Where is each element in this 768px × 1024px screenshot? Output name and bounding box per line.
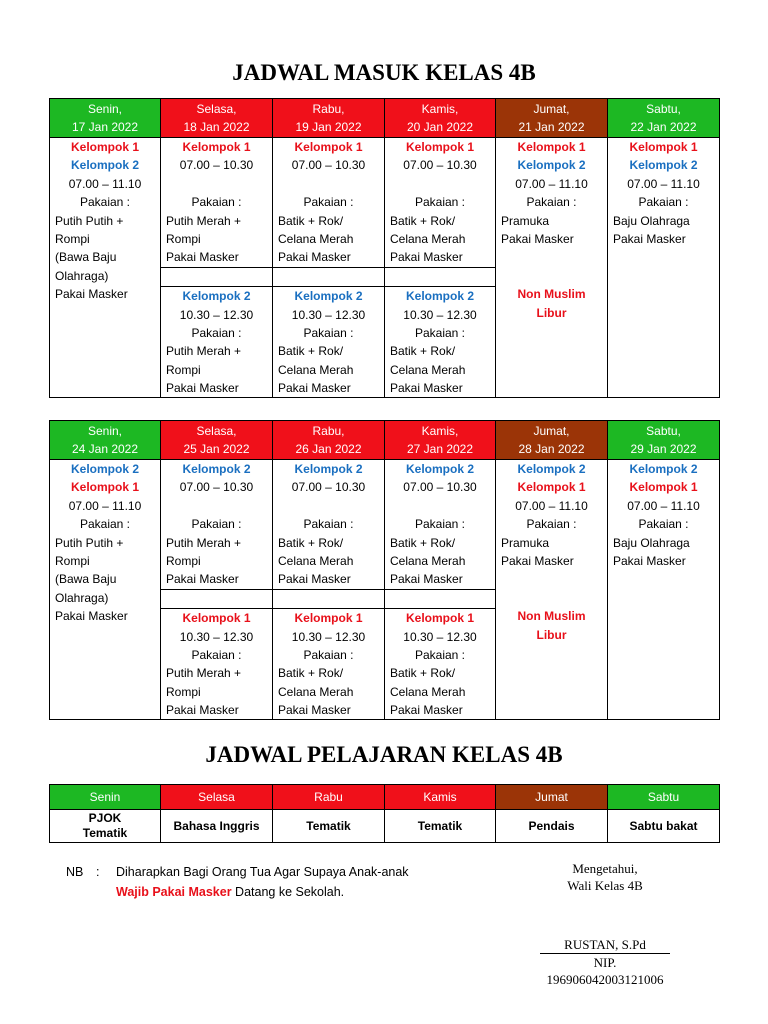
session-2 bbox=[273, 608, 384, 719]
schedule-line: Kelompok 1 bbox=[517, 480, 586, 495]
cell-rabu bbox=[273, 138, 385, 398]
note-colon: : bbox=[96, 865, 100, 879]
day-header bbox=[273, 99, 385, 138]
subject-header-sabtu: Sabtu bbox=[608, 785, 720, 810]
schedule-line: (Bawa Baju bbox=[55, 250, 117, 265]
day-name: Selasa, bbox=[196, 424, 237, 438]
subject-senin-2: Tematik bbox=[82, 826, 128, 840]
schedule-line: Putih Merah + bbox=[166, 535, 242, 550]
schedule-line: Batik + Rok/ bbox=[278, 344, 344, 359]
schedule-line: 10.30 – 12.30 bbox=[403, 307, 477, 322]
schedule-line: 07.00 – 11.10 bbox=[68, 176, 142, 191]
subject-rabu: Tematik bbox=[273, 810, 385, 843]
schedule-line: Kelompok 2 bbox=[182, 289, 251, 304]
schedule-line: Batik + Rok/ bbox=[278, 666, 344, 681]
schedule-line: Pakaian : bbox=[191, 647, 242, 662]
schedule-line: Batik + Rok/ bbox=[390, 666, 456, 681]
schedule-line: Pakaian : bbox=[79, 517, 131, 532]
schedule-line: Rompi bbox=[55, 231, 90, 246]
schedule-line: 07.00 – 10.30 bbox=[291, 158, 366, 173]
day-name: Selasa, bbox=[196, 102, 237, 116]
day-date: 28 Jan 2022 bbox=[518, 442, 585, 456]
schedule-line: 07.00 – 11.10 bbox=[627, 498, 700, 513]
schedule-line: Pakaian : bbox=[191, 195, 242, 210]
schedule-line: Putih Merah + bbox=[166, 344, 242, 359]
day-date: 17 Jan 2022 bbox=[71, 120, 139, 134]
subject-header-selasa: Selasa bbox=[161, 785, 273, 810]
schedule-line: 10.30 – 12.30 bbox=[403, 629, 477, 644]
day-name: Jumat, bbox=[533, 424, 570, 438]
day-header bbox=[496, 99, 608, 138]
cell-senin bbox=[50, 460, 161, 720]
schedule-line: Kelompok 2 bbox=[517, 158, 586, 173]
session-1 bbox=[385, 138, 495, 268]
schedule-line: Celana Merah bbox=[278, 684, 354, 699]
schedule-line: Pramuka bbox=[501, 535, 550, 550]
schedule-line: Celana Merah bbox=[278, 362, 354, 377]
schedule-line: Pakai Masker bbox=[278, 250, 351, 265]
day-name: Rabu, bbox=[312, 424, 345, 438]
schedule-line: Pakaian : bbox=[79, 195, 131, 210]
signature-header bbox=[540, 860, 670, 894]
subject-row bbox=[50, 810, 720, 843]
day-date: 18 Jan 2022 bbox=[183, 120, 250, 134]
signature-nip: NIP. 196906042003121006 bbox=[546, 955, 664, 987]
schedule-line: Rompi bbox=[166, 362, 201, 377]
schedule-line: Pakai Masker bbox=[166, 381, 239, 396]
schedule-line: Pakaian : bbox=[303, 195, 354, 210]
schedule-line: 07.00 – 10.30 bbox=[291, 480, 366, 495]
session-2 bbox=[385, 286, 495, 397]
schedule-line: Pakaian : bbox=[414, 517, 466, 532]
schedule-line: Celana Merah bbox=[390, 231, 466, 246]
schedule-line: Kelompok 2 bbox=[405, 289, 474, 304]
signature-role: Wali Kelas 4B bbox=[567, 878, 643, 893]
day-header bbox=[273, 421, 385, 460]
schedule-line: Kelompok 2 bbox=[182, 462, 251, 476]
schedule-line: Pakai Masker bbox=[55, 609, 128, 624]
day-date: 24 Jan 2022 bbox=[71, 442, 139, 456]
day-date: 20 Jan 2022 bbox=[406, 120, 474, 134]
schedule-line: Baju Olahraga bbox=[613, 535, 690, 550]
schedule-line: Pakai Masker bbox=[55, 287, 128, 302]
schedule-line: Batik + Rok/ bbox=[278, 535, 344, 550]
note-line-2 bbox=[66, 882, 409, 902]
day-date: 22 Jan 2022 bbox=[630, 120, 697, 134]
schedule-line: Kelompok 1 bbox=[70, 140, 139, 154]
session-1 bbox=[161, 460, 272, 590]
schedule-line: Pakai Masker bbox=[166, 250, 239, 265]
day-name: Senin, bbox=[87, 424, 123, 438]
schedule-line: Kelompok 2 bbox=[70, 158, 139, 173]
schedule-line: Kelompok 1 bbox=[405, 140, 474, 154]
session-2 bbox=[273, 286, 384, 397]
schedule-line: Pakaian : bbox=[414, 195, 466, 210]
schedule-line: 10.30 – 12.30 bbox=[179, 307, 254, 322]
schedule-line: (Bawa Baju bbox=[55, 572, 117, 587]
session-2 bbox=[161, 286, 272, 397]
schedule-line: Pakaian : bbox=[191, 517, 242, 532]
schedule-line: Pakai Masker bbox=[501, 553, 574, 568]
schedule-line: Pakaian : bbox=[526, 517, 577, 532]
session-1 bbox=[385, 460, 495, 590]
schedule-line: Batik + Rok/ bbox=[390, 344, 456, 359]
schedule-line: Celana Merah bbox=[390, 362, 466, 377]
schedule-line: Pakaian : bbox=[638, 195, 689, 210]
schedule-line: Batik + Rok/ bbox=[390, 535, 456, 550]
schedule-line: Rompi bbox=[166, 553, 201, 568]
cell-selasa bbox=[161, 138, 273, 398]
signature-name: RUSTAN, S.Pd bbox=[540, 936, 670, 954]
schedule-row bbox=[50, 460, 720, 720]
day-date: 21 Jan 2022 bbox=[518, 120, 585, 134]
schedule-line: Kelompok 2 bbox=[294, 462, 363, 476]
day-name: Sabtu, bbox=[646, 424, 681, 438]
schedule-line: Pakai Masker bbox=[613, 553, 686, 568]
signature-acknowledged: Mengetahui, bbox=[572, 861, 638, 876]
schedule-line: Kelompok 2 bbox=[405, 462, 474, 476]
schedule-line: Batik + Rok/ bbox=[278, 213, 344, 228]
day-header-row bbox=[50, 421, 720, 460]
subject-jumat: Pendais bbox=[496, 810, 608, 843]
day-name: Senin, bbox=[87, 102, 123, 116]
schedule-line: Pakaian : bbox=[303, 647, 354, 662]
schedule-line: Celana Merah bbox=[390, 684, 466, 699]
cell-kamis bbox=[385, 460, 496, 720]
subject-header-rabu: Rabu bbox=[273, 785, 385, 810]
note-warning: Wajib Pakai Masker bbox=[116, 885, 232, 899]
cell-kamis bbox=[385, 138, 496, 398]
schedule-line: 07.00 – 10.30 bbox=[179, 158, 254, 173]
schedule-line: Kelompok 1 bbox=[182, 140, 251, 154]
schedule-line: 07.00 – 11.10 bbox=[627, 176, 700, 191]
schedule-row bbox=[50, 138, 720, 398]
session-1 bbox=[161, 138, 272, 268]
cell-jumat bbox=[496, 138, 608, 398]
schedule-line: Pakai Masker bbox=[390, 250, 463, 265]
schedule-line: Kelompok 1 bbox=[294, 140, 363, 154]
day-header bbox=[496, 421, 608, 460]
schedule-line: Putih Merah + bbox=[166, 213, 242, 228]
schedule-line: Pakaian : bbox=[414, 647, 466, 662]
cell-selasa bbox=[161, 460, 273, 720]
schedule-line: Celana Merah bbox=[278, 231, 354, 246]
day-header bbox=[50, 421, 161, 460]
schedule-line: Kelompok 1 bbox=[294, 611, 363, 626]
note-text-1: Diharapkan Bagi Orang Tua Agar Supaya Anak-anak bbox=[116, 865, 409, 879]
schedule-line: Pakai Masker bbox=[166, 703, 239, 718]
schedule-line: Pakai Masker bbox=[166, 572, 239, 587]
day-header bbox=[161, 99, 273, 138]
schedule-line: Pakaian : bbox=[191, 325, 242, 340]
schedule-line: Pakai Masker bbox=[278, 703, 351, 718]
schedule-line: 07.00 – 10.30 bbox=[179, 480, 254, 495]
schedule-line: Rompi bbox=[166, 231, 201, 246]
schedule-line: Olahraga) bbox=[55, 268, 109, 283]
schedule-line: Batik + Rok/ bbox=[390, 213, 456, 228]
schedule-line: Baju Olahraga bbox=[613, 213, 690, 228]
schedule-line: Kelompok 1 bbox=[70, 480, 139, 495]
schedule-line: Rompi bbox=[55, 553, 90, 568]
schedule-line: 07.00 – 11.10 bbox=[68, 498, 142, 513]
subject-header-row bbox=[50, 785, 720, 810]
schedule-line: Kelompok 1 bbox=[182, 611, 251, 626]
subject-schedule-table bbox=[49, 784, 720, 843]
session-2 bbox=[161, 608, 272, 719]
schedule-line: Non Muslim bbox=[517, 609, 586, 624]
schedule-title: JADWAL MASUK KELAS 4B bbox=[232, 60, 536, 85]
session-2 bbox=[385, 608, 495, 719]
schedule-line: Pramuka bbox=[501, 213, 550, 228]
schedule-line: Putih Putih + bbox=[55, 213, 124, 228]
schedule-line: 07.00 – 10.30 bbox=[403, 480, 477, 495]
day-date: 25 Jan 2022 bbox=[183, 442, 250, 456]
schedule-line: 10.30 – 12.30 bbox=[291, 307, 366, 322]
day-name: Rabu, bbox=[312, 102, 345, 116]
day-name: Sabtu, bbox=[646, 102, 681, 116]
subject-selasa: Bahasa Inggris bbox=[161, 810, 273, 843]
note bbox=[66, 862, 409, 902]
schedule-line: Putih Merah + bbox=[166, 666, 242, 681]
cell-jumat bbox=[496, 460, 608, 720]
day-date: 26 Jan 2022 bbox=[295, 442, 362, 456]
entry-schedule-week-1 bbox=[49, 98, 720, 398]
cell-rabu bbox=[273, 460, 385, 720]
day-date: 19 Jan 2022 bbox=[295, 120, 362, 134]
day-name: Jumat, bbox=[533, 102, 570, 116]
schedule-line: Non Muslim bbox=[517, 287, 586, 302]
signature-block bbox=[540, 936, 670, 988]
subject-senin-1: PJOK bbox=[88, 811, 122, 825]
entry-schedule-week-2 bbox=[49, 420, 720, 720]
schedule-line: Celana Merah bbox=[390, 553, 466, 568]
schedule-line: 07.00 – 10.30 bbox=[403, 158, 477, 173]
note-label: NB bbox=[66, 865, 84, 879]
schedule-line: Libur bbox=[536, 627, 567, 642]
schedule-line: Pakaian : bbox=[414, 325, 466, 340]
schedule-line: Kelompok 2 bbox=[70, 462, 139, 476]
session-1 bbox=[273, 460, 384, 590]
schedule-line: 07.00 – 11.10 bbox=[515, 498, 588, 513]
schedule-line: Pakai Masker bbox=[390, 703, 463, 718]
day-header bbox=[50, 99, 161, 138]
schedule-line: Celana Merah bbox=[278, 553, 354, 568]
schedule-line: Pakai Masker bbox=[278, 572, 351, 587]
schedule-line: Kelompok 2 bbox=[517, 462, 586, 476]
schedule-line: Kelompok 1 bbox=[405, 611, 474, 626]
note-line-1 bbox=[66, 862, 409, 882]
schedule-line: Rompi bbox=[166, 684, 201, 699]
cell-sabtu bbox=[608, 138, 720, 398]
day-header bbox=[161, 421, 273, 460]
schedule-line: 07.00 – 11.10 bbox=[515, 176, 588, 191]
subject-sabtu: Sabtu bakat bbox=[608, 810, 720, 843]
schedule-line: Pakai Masker bbox=[278, 381, 351, 396]
subject-schedule-title: JADWAL PELAJARAN KELAS 4B bbox=[205, 742, 563, 767]
schedule-line: 10.30 – 12.30 bbox=[179, 629, 254, 644]
note-text-2: Datang ke Sekolah. bbox=[231, 885, 345, 899]
schedule-line: Pakaian : bbox=[303, 325, 354, 340]
schedule-line: Pakaian : bbox=[638, 517, 689, 532]
schedule-line: Kelompok 2 bbox=[629, 462, 698, 476]
schedule-line: Pakai Masker bbox=[501, 231, 574, 246]
subject-kamis: Tematik bbox=[385, 810, 496, 843]
schedule-line: Pakai Masker bbox=[613, 231, 686, 246]
schedule-line: Pakai Masker bbox=[390, 381, 463, 396]
day-header-row bbox=[50, 99, 720, 138]
day-date: 27 Jan 2022 bbox=[406, 442, 474, 456]
schedule-line: Olahraga) bbox=[55, 590, 109, 605]
schedule-line: Pakaian : bbox=[303, 517, 354, 532]
schedule-line: Kelompok 1 bbox=[629, 140, 698, 154]
schedule-line: 10.30 – 12.30 bbox=[291, 629, 366, 644]
schedule-line: Pakaian : bbox=[526, 195, 577, 210]
schedule-line: Pakai Masker bbox=[390, 572, 463, 587]
session-1 bbox=[273, 138, 384, 268]
schedule-line: Kelompok 1 bbox=[629, 480, 698, 495]
cell-sabtu bbox=[608, 460, 720, 720]
day-header bbox=[385, 99, 496, 138]
cell-senin bbox=[50, 138, 161, 398]
day-name: Kamis, bbox=[421, 102, 459, 116]
subject-header-jumat: Jumat bbox=[496, 785, 608, 810]
schedule-line: Libur bbox=[536, 305, 567, 320]
day-name: Kamis, bbox=[421, 424, 459, 438]
subject-header-senin: Senin bbox=[50, 785, 161, 810]
subject-header-kamis: Kamis bbox=[385, 785, 496, 810]
day-header bbox=[385, 421, 496, 460]
schedule-line: Kelompok 2 bbox=[629, 158, 698, 173]
schedule-line: Kelompok 1 bbox=[517, 140, 586, 154]
day-header bbox=[608, 421, 720, 460]
subject-senin bbox=[50, 810, 161, 843]
schedule-line: Kelompok 2 bbox=[294, 289, 363, 304]
schedule-line: Putih Putih + bbox=[55, 535, 124, 550]
day-header bbox=[608, 99, 720, 138]
day-date: 29 Jan 2022 bbox=[630, 442, 697, 456]
